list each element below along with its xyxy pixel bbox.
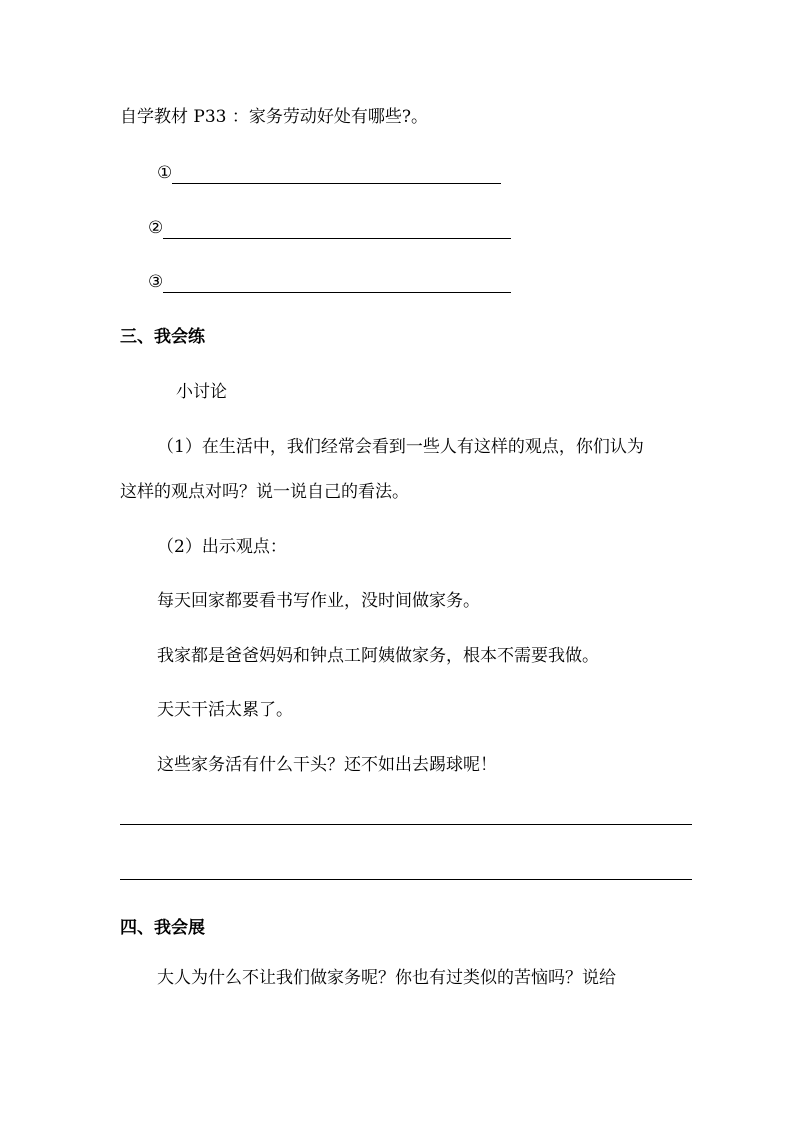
section-4-text: 大人为什么不让我们做家务呢？你也有过类似的苦恼吗？说给	[157, 968, 616, 988]
answer-item-2	[148, 217, 511, 239]
answer-blank-2[interactable]	[163, 222, 511, 239]
answer-marker-2: ②	[148, 218, 164, 238]
question-1-line-2: 这样的观点对吗？说一说自己的看法。	[120, 482, 409, 502]
answer-marker-3: ③	[148, 272, 164, 292]
viewpoint-2: 我家都是爸爸妈妈和钟点工阿姨做家务，根本不需要我做。	[157, 646, 599, 666]
question-2: （2）出示观点：	[157, 537, 287, 557]
section-3-subheading: 小讨论	[176, 382, 227, 402]
viewpoint-4: 这些家务活有什么干头？还不如出去踢球呢！	[157, 755, 497, 775]
answer-blank-3[interactable]	[163, 276, 511, 293]
answer-rule-1[interactable]	[120, 824, 692, 825]
question-1-line-1: （1）在生活中，我们经常会看到一些人有这样的观点，你们认为	[157, 437, 644, 457]
answer-item-1	[157, 162, 501, 184]
section-4-heading: 四、我会展	[120, 918, 205, 938]
answer-item-3	[148, 271, 511, 293]
answer-blank-1[interactable]	[172, 167, 501, 184]
viewpoint-3: 天天干活太累了。	[157, 700, 293, 720]
section-3-heading: 三、我会练	[120, 327, 205, 347]
self-study-prompt: 自学教材 P33 ：家务劳动好处有哪些?。	[120, 107, 428, 127]
answer-rule-2[interactable]	[120, 879, 692, 880]
viewpoint-1: 每天回家都要看书写作业，没时间做家务。	[157, 591, 480, 611]
answer-marker-1: ①	[157, 163, 173, 183]
